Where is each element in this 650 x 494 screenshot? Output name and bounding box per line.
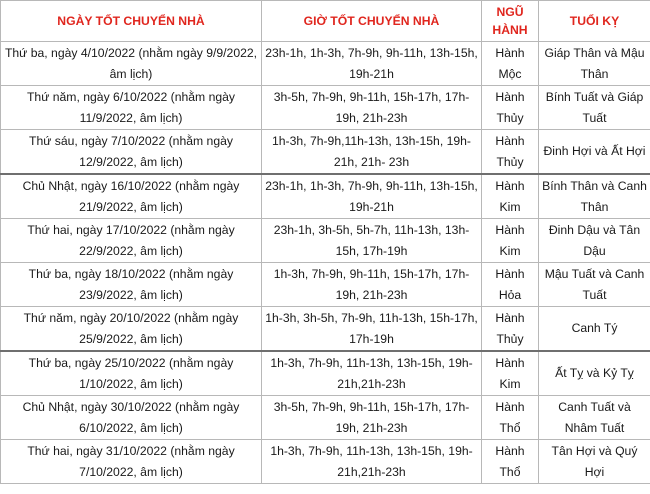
header-good-hours: GIỜ TỐT CHUYỂN NHÀ <box>262 1 482 42</box>
cell-hours: 3h-5h, 7h-9h, 9h-11h, 15h-17h, 17h-19h, 21h-23h <box>262 396 482 440</box>
cell-date: Chủ Nhật, ngày 30/10/2022 (nhằm ngày 6/10/2022, âm lịch) <box>1 396 262 440</box>
cell-element: Hành Mộc <box>482 42 539 86</box>
cell-hours: 23h-1h, 1h-3h, 7h-9h, 9h-11h, 13h-15h, 19h-21h <box>262 174 482 219</box>
cell-element: Hành Kim <box>482 174 539 219</box>
cell-element: Hành Kim <box>482 351 539 396</box>
table-row <box>1 351 650 396</box>
cell-conflict: Giáp Thân và Mậu Thân <box>539 42 650 86</box>
cell-hours: 1h-3h, 7h-9h, 11h-13h, 13h-15h, 19h-21h,21h-23h <box>262 351 482 396</box>
header-good-day: NGÀY TỐT CHUYỂN NHÀ <box>1 1 262 42</box>
table-row <box>1 174 650 219</box>
cell-hours: 1h-3h, 7h-9h,11h-13h, 13h-15h, 19h-21h, 21h- 23h <box>262 130 482 175</box>
cell-element: Hành Kim <box>482 219 539 263</box>
cell-hours: 23h-1h, 1h-3h, 7h-9h, 9h-11h, 13h-15h, 19h-21h <box>262 42 482 86</box>
table-header-row <box>1 1 650 42</box>
cell-hours: 23h-1h, 3h-5h, 5h-7h, 11h-13h, 13h-15h, 17h-19h <box>262 219 482 263</box>
cell-date: Thứ sáu, ngày 7/10/2022 (nhằm ngày 12/9/2022, âm lịch) <box>1 130 262 175</box>
cell-hours: 1h-3h, 3h-5h, 7h-9h, 11h-13h, 15h-17h, 17h-19h <box>262 307 482 352</box>
cell-hours: 1h-3h, 7h-9h, 9h-11h, 15h-17h, 17h-19h, 21h-23h <box>262 263 482 307</box>
cell-date: Thứ ba, ngày 25/10/2022 (nhằm ngày 1/10/2022, âm lịch) <box>1 351 262 396</box>
table-row <box>1 130 650 175</box>
cell-element: Hành Thủy <box>482 86 539 130</box>
table-row <box>1 440 650 484</box>
cell-conflict: Đinh Dậu và Tân Dậu <box>539 219 650 263</box>
table-row <box>1 86 650 130</box>
table-row <box>1 219 650 263</box>
table-row <box>1 307 650 352</box>
cell-date: Chủ Nhật, ngày 16/10/2022 (nhằm ngày 21/9/2022, âm lịch) <box>1 174 262 219</box>
cell-hours: 1h-3h, 7h-9h, 11h-13h, 13h-15h, 19h-21h,21h-23h <box>262 440 482 484</box>
cell-date: Thứ ba, ngày 4/10/2022 (nhằm ngày 9/9/2022, âm lịch) <box>1 42 262 86</box>
cell-date: Thứ năm, ngày 20/10/2022 (nhằm ngày 25/9/2022, âm lịch) <box>1 307 262 352</box>
cell-element: Hành Thủy <box>482 307 539 352</box>
cell-conflict: Canh Tuất và Nhâm Tuất <box>539 396 650 440</box>
cell-date: Thứ hai, ngày 17/10/2022 (nhằm ngày 22/9/2022, âm lịch) <box>1 219 262 263</box>
cell-conflict: Đinh Hợi và Ất Hợi <box>539 130 650 175</box>
cell-conflict: Ất Tỵ và Kỷ Tỵ <box>539 351 650 396</box>
cell-conflict: Bính Tuất và Giáp Tuất <box>539 86 650 130</box>
cell-hours: 3h-5h, 7h-9h, 9h-11h, 15h-17h, 17h-19h, 21h-23h <box>262 86 482 130</box>
cell-date: Thứ ba, ngày 18/10/2022 (nhằm ngày 23/9/2022, âm lịch) <box>1 263 262 307</box>
cell-conflict: Canh Tý <box>539 307 650 352</box>
cell-element: Hành Hỏa <box>482 263 539 307</box>
cell-date: Thứ năm, ngày 6/10/2022 (nhằm ngày 11/9/2022, âm lịch) <box>1 86 262 130</box>
table-row <box>1 396 650 440</box>
header-element: NGŨ HÀNH <box>482 1 539 42</box>
table-row <box>1 42 650 86</box>
header-conflicting-ages: TUỔI KỴ <box>539 1 650 42</box>
cell-date: Thứ hai, ngày 31/10/2022 (nhằm ngày 7/10/2022, âm lịch) <box>1 440 262 484</box>
cell-conflict: Tân Hợi và Quý Hợi <box>539 440 650 484</box>
cell-element: Hành Thủy <box>482 130 539 175</box>
cell-element: Hành Thổ <box>482 440 539 484</box>
table-row <box>1 263 650 307</box>
cell-conflict: Mậu Tuất và Canh Tuất <box>539 263 650 307</box>
cell-element: Hành Thổ <box>482 396 539 440</box>
cell-conflict: Bính Thân và Canh Thân <box>539 174 650 219</box>
